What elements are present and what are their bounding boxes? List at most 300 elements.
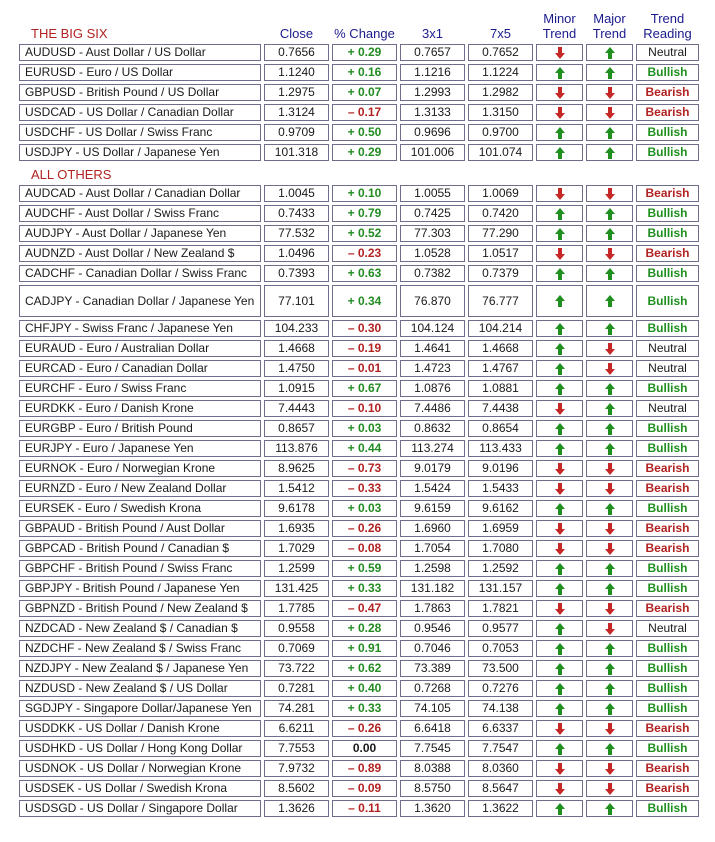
major-trend-cell (586, 185, 633, 202)
trend-reading: Bearish (636, 104, 699, 121)
minor-trend-cell (536, 340, 583, 357)
table-row[interactable] (19, 420, 699, 437)
arrow-up-icon (555, 423, 565, 435)
minor-trend-cell (536, 44, 583, 61)
percent-change: + 0.79 (332, 205, 397, 222)
percent-change: – 0.01 (332, 360, 397, 377)
pair-name: GBPCAD - British Pound / Canadian $ (19, 540, 261, 557)
arrow-up-icon (605, 67, 615, 79)
percent-change: + 0.29 (332, 144, 397, 161)
trend-reading: Bearish (636, 520, 699, 537)
arrow-up-icon (605, 323, 615, 335)
pair-name: GBPNZD - British Pound / New Zealand $ (19, 600, 261, 617)
pair-name: AUDCHF - Aust Dollar / Swiss Franc (19, 205, 261, 222)
table-row[interactable] (19, 340, 699, 357)
value-3x1: 9.0179 (400, 460, 465, 477)
arrow-up-icon (555, 703, 565, 715)
trend-reading: Bullish (636, 320, 699, 337)
table-row[interactable] (19, 480, 699, 497)
value-3x1: 7.7545 (400, 740, 465, 757)
value-7x5: 131.157 (468, 580, 533, 597)
close-value: 0.8657 (264, 420, 329, 437)
major-trend-cell (586, 660, 633, 677)
minor-trend-cell (536, 380, 583, 397)
close-value: 0.9558 (264, 620, 329, 637)
value-7x5: 0.7652 (468, 44, 533, 61)
pair-name: EURCHF - Euro / Swiss Franc (19, 380, 261, 397)
major-trend-cell (586, 64, 633, 81)
value-3x1: 0.9696 (400, 124, 465, 141)
minor-trend-cell (536, 285, 583, 317)
value-3x1: 1.4723 (400, 360, 465, 377)
table-row[interactable] (19, 440, 699, 457)
trend-reading: Bullish (636, 440, 699, 457)
close-value: 0.7281 (264, 680, 329, 697)
close-value: 1.2975 (264, 84, 329, 101)
pair-name: EURSEK - Euro / Swedish Krona (19, 500, 261, 517)
value-7x5: 1.5433 (468, 480, 533, 497)
minor-trend-cell (536, 640, 583, 657)
major-trend-cell (586, 800, 633, 817)
close-value: 1.1240 (264, 64, 329, 81)
minor-trend-cell (536, 520, 583, 537)
section-header-row (19, 164, 699, 182)
trend-reading: Neutral (636, 400, 699, 417)
minor-trend-cell (536, 400, 583, 417)
minor-trend-cell (536, 245, 583, 262)
table-row[interactable] (19, 104, 699, 121)
close-value: 0.7433 (264, 205, 329, 222)
major-trend-cell (586, 285, 633, 317)
table-row[interactable] (19, 740, 699, 757)
pair-name: GBPUSD - British Pound / US Dollar (19, 84, 261, 101)
major-trend-cell (586, 380, 633, 397)
arrow-up-icon (555, 563, 565, 575)
major-trend-cell (586, 84, 633, 101)
value-3x1: 0.8632 (400, 420, 465, 437)
table-row[interactable] (19, 660, 699, 677)
minor-trend-cell (536, 420, 583, 437)
arrow-up-icon (605, 583, 615, 595)
value-3x1: 1.0055 (400, 185, 465, 202)
trend-reading: Bullish (636, 265, 699, 282)
value-3x1: 73.389 (400, 660, 465, 677)
major-trend-cell (586, 620, 633, 637)
arrow-up-icon (605, 423, 615, 435)
arrow-down-icon (605, 763, 615, 775)
arrow-down-icon (605, 248, 615, 260)
value-7x5: 9.0196 (468, 460, 533, 477)
arrow-up-icon (555, 127, 565, 139)
arrow-down-icon (605, 523, 615, 535)
minor-trend-cell (536, 680, 583, 697)
percent-change: – 0.30 (332, 320, 397, 337)
percent-change: + 0.50 (332, 124, 397, 141)
arrow-down-icon (605, 603, 615, 615)
trend-reading: Bullish (636, 64, 699, 81)
table-row[interactable] (19, 760, 699, 777)
major-trend-cell (586, 560, 633, 577)
value-3x1: 0.7425 (400, 205, 465, 222)
value-7x5: 104.214 (468, 320, 533, 337)
arrow-down-icon (555, 107, 565, 119)
close-value: 1.0045 (264, 185, 329, 202)
trend-reading: Bearish (636, 480, 699, 497)
column-header-minor-trend-line-1: Minor (543, 11, 576, 26)
value-3x1: 1.2993 (400, 84, 465, 101)
arrow-down-icon (605, 543, 615, 555)
table-row[interactable] (19, 400, 699, 417)
value-3x1: 76.870 (400, 285, 465, 317)
pair-name: USDSGD - US Dollar / Singapore Dollar (19, 800, 261, 817)
pair-name: AUDUSD - Aust Dollar / US Dollar (19, 44, 261, 61)
arrow-up-icon (555, 363, 565, 375)
value-7x5: 76.777 (468, 285, 533, 317)
value-3x1: 6.6418 (400, 720, 465, 737)
value-7x5: 1.3150 (468, 104, 533, 121)
value-3x1: 1.1216 (400, 64, 465, 81)
value-7x5: 1.2592 (468, 560, 533, 577)
arrow-down-icon (605, 783, 615, 795)
close-value: 113.876 (264, 440, 329, 457)
arrow-down-icon (555, 483, 565, 495)
section-title: ALL OTHERS (31, 167, 112, 182)
major-trend-cell (586, 104, 633, 121)
percent-change: + 0.67 (332, 380, 397, 397)
percent-change: + 0.44 (332, 440, 397, 457)
value-7x5: 7.7547 (468, 740, 533, 757)
close-value: 0.7069 (264, 640, 329, 657)
value-7x5: 1.0069 (468, 185, 533, 202)
trend-reading: Bullish (636, 420, 699, 437)
arrow-down-icon (605, 723, 615, 735)
trend-reading: Bullish (636, 560, 699, 577)
table-row[interactable] (19, 640, 699, 657)
value-3x1: 0.7268 (400, 680, 465, 697)
table-row[interactable] (19, 580, 699, 597)
minor-trend-cell (536, 540, 583, 557)
close-value: 1.2599 (264, 560, 329, 577)
trend-reading: Bearish (636, 245, 699, 262)
close-value: 73.722 (264, 660, 329, 677)
table-row[interactable] (19, 144, 699, 161)
minor-trend-cell (536, 760, 583, 777)
table-row[interactable] (19, 205, 699, 222)
trend-reading: Bullish (636, 285, 699, 317)
table-row[interactable] (19, 245, 699, 262)
value-7x5: 0.8654 (468, 420, 533, 437)
arrow-up-icon (555, 643, 565, 655)
major-trend-cell (586, 400, 633, 417)
percent-change: + 0.07 (332, 84, 397, 101)
value-7x5: 0.7276 (468, 680, 533, 697)
minor-trend-cell (536, 600, 583, 617)
percent-change: + 0.91 (332, 640, 397, 657)
close-value: 104.233 (264, 320, 329, 337)
arrow-up-icon (605, 663, 615, 675)
arrow-down-icon (555, 763, 565, 775)
arrow-up-icon (605, 403, 615, 415)
close-value: 9.6178 (264, 500, 329, 517)
arrow-down-icon (555, 47, 565, 59)
arrow-down-icon (555, 188, 565, 200)
column-header-7x5: 7x5 (490, 26, 511, 41)
arrow-up-icon (555, 147, 565, 159)
table-row[interactable] (19, 44, 699, 61)
minor-trend-cell (536, 124, 583, 141)
trend-reading: Bullish (636, 580, 699, 597)
close-value: 0.7393 (264, 265, 329, 282)
table-row[interactable] (19, 460, 699, 477)
pair-name: USDHKD - US Dollar / Hong Kong Dollar (19, 740, 261, 757)
arrow-up-icon (605, 208, 615, 220)
trend-reading: Bearish (636, 720, 699, 737)
arrow-down-icon (605, 343, 615, 355)
value-7x5: 7.4438 (468, 400, 533, 417)
close-value: 1.0915 (264, 380, 329, 397)
major-trend-cell (586, 124, 633, 141)
table-row[interactable] (19, 185, 699, 202)
table-row[interactable] (19, 680, 699, 697)
major-trend-cell (586, 540, 633, 557)
column-header-minor-trend (536, 11, 583, 41)
table-row[interactable] (19, 780, 699, 797)
value-7x5: 73.500 (468, 660, 533, 677)
table-row[interactable] (19, 84, 699, 101)
pair-name: AUDJPY - Aust Dollar / Japanese Yen (19, 225, 261, 242)
arrow-down-icon (555, 248, 565, 260)
value-3x1: 0.7382 (400, 265, 465, 282)
pair-name: NZDJPY - New Zealand $ / Japanese Yen (19, 660, 261, 677)
arrow-down-icon (605, 87, 615, 99)
value-7x5: 0.7379 (468, 265, 533, 282)
minor-trend-cell (536, 460, 583, 477)
column-header-major-trend-line-2: Trend (592, 26, 627, 41)
column-header-trend-reading (636, 11, 699, 41)
major-trend-cell (586, 580, 633, 597)
table-row[interactable] (19, 225, 699, 242)
close-value: 1.5412 (264, 480, 329, 497)
major-trend-cell (586, 205, 633, 222)
trend-reading: Bearish (636, 760, 699, 777)
table-row[interactable] (19, 720, 699, 737)
arrow-down-icon (605, 363, 615, 375)
percent-change: – 0.47 (332, 600, 397, 617)
arrow-up-icon (605, 643, 615, 655)
column-header-trend-reading-line-1: Trend (650, 11, 685, 26)
trend-reading: Bullish (636, 205, 699, 222)
minor-trend-cell (536, 660, 583, 677)
arrow-down-icon (605, 623, 615, 635)
table-row[interactable] (19, 64, 699, 81)
arrow-up-icon (555, 343, 565, 355)
percent-change: + 0.16 (332, 64, 397, 81)
trend-reading: Bullish (636, 500, 699, 517)
pair-name: NZDCHF - New Zealand $ / Swiss Franc (19, 640, 261, 657)
value-3x1: 1.4641 (400, 340, 465, 357)
value-3x1: 1.3620 (400, 800, 465, 817)
percent-change: + 0.52 (332, 225, 397, 242)
pair-name: CHFJPY - Swiss Franc / Japanese Yen (19, 320, 261, 337)
percent-change: + 0.29 (332, 44, 397, 61)
arrow-up-icon (555, 743, 565, 755)
value-7x5: 9.6162 (468, 500, 533, 517)
minor-trend-cell (536, 740, 583, 757)
arrow-up-icon (555, 228, 565, 240)
arrow-up-icon (555, 208, 565, 220)
trend-reading: Bearish (636, 84, 699, 101)
major-trend-cell (586, 460, 633, 477)
value-3x1: 0.7657 (400, 44, 465, 61)
value-3x1: 131.182 (400, 580, 465, 597)
trend-reading: Bullish (636, 124, 699, 141)
trend-reading: Neutral (636, 360, 699, 377)
percent-change: – 0.19 (332, 340, 397, 357)
table-row[interactable] (19, 124, 699, 141)
minor-trend-cell (536, 64, 583, 81)
value-7x5: 1.4668 (468, 340, 533, 357)
value-3x1: 9.6159 (400, 500, 465, 517)
close-value: 74.281 (264, 700, 329, 717)
value-3x1: 1.0528 (400, 245, 465, 262)
pair-name: CADJPY - Canadian Dollar / Japanese Yen (19, 285, 261, 317)
arrow-up-icon (605, 268, 615, 280)
percent-change: + 0.28 (332, 620, 397, 637)
table-row[interactable] (19, 380, 699, 397)
arrow-up-icon (605, 703, 615, 715)
close-value: 6.6211 (264, 720, 329, 737)
arrow-up-icon (555, 383, 565, 395)
major-trend-cell (586, 320, 633, 337)
arrow-up-icon (555, 268, 565, 280)
arrow-up-icon (555, 663, 565, 675)
close-value: 1.3124 (264, 104, 329, 121)
minor-trend-cell (536, 265, 583, 282)
minor-trend-cell (536, 185, 583, 202)
major-trend-cell (586, 420, 633, 437)
value-3x1: 1.5424 (400, 480, 465, 497)
trend-reading: Bullish (636, 740, 699, 757)
arrow-down-icon (605, 188, 615, 200)
pair-name: NZDUSD - New Zealand $ / US Dollar (19, 680, 261, 697)
arrow-up-icon (555, 443, 565, 455)
column-header-major-trend (586, 11, 633, 41)
close-value: 1.6935 (264, 520, 329, 537)
trend-reading: Bearish (636, 600, 699, 617)
trend-reading: Bullish (636, 380, 699, 397)
value-3x1: 104.124 (400, 320, 465, 337)
minor-trend-cell (536, 225, 583, 242)
fx-trend-table (16, 8, 702, 820)
pair-name: EURNZD - Euro / New Zealand Dollar (19, 480, 261, 497)
percent-change: – 0.11 (332, 800, 397, 817)
minor-trend-cell (536, 320, 583, 337)
arrow-down-icon (555, 403, 565, 415)
value-3x1: 1.7863 (400, 600, 465, 617)
pair-name: USDSEK - US Dollar / Swedish Krona (19, 780, 261, 797)
major-trend-cell (586, 500, 633, 517)
value-7x5: 113.433 (468, 440, 533, 457)
table-row[interactable] (19, 600, 699, 617)
major-trend-cell (586, 680, 633, 697)
major-trend-cell (586, 640, 633, 657)
arrow-down-icon (555, 463, 565, 475)
table-row[interactable] (19, 285, 699, 317)
table-row[interactable] (19, 360, 699, 377)
arrow-up-icon (555, 503, 565, 515)
percent-change: – 0.17 (332, 104, 397, 121)
trend-reading: Bearish (636, 780, 699, 797)
value-3x1: 113.274 (400, 440, 465, 457)
major-trend-cell (586, 245, 633, 262)
value-7x5: 101.074 (468, 144, 533, 161)
close-value: 1.7029 (264, 540, 329, 557)
table-row[interactable] (19, 620, 699, 637)
arrow-down-icon (555, 523, 565, 535)
trend-reading: Bearish (636, 460, 699, 477)
value-7x5: 0.9700 (468, 124, 533, 141)
value-3x1: 101.006 (400, 144, 465, 161)
table-row[interactable] (19, 320, 699, 337)
value-7x5: 1.7080 (468, 540, 533, 557)
percent-change: + 0.33 (332, 700, 397, 717)
table-row[interactable] (19, 800, 699, 817)
pair-name: NZDCAD - New Zealand $ / Canadian $ (19, 620, 261, 637)
value-7x5: 6.6337 (468, 720, 533, 737)
value-3x1: 1.3133 (400, 104, 465, 121)
percent-change: – 0.26 (332, 720, 397, 737)
minor-trend-cell (536, 560, 583, 577)
arrow-down-icon (605, 463, 615, 475)
percent-change: + 0.62 (332, 660, 397, 677)
close-value: 1.7785 (264, 600, 329, 617)
value-3x1: 0.9546 (400, 620, 465, 637)
close-value: 77.532 (264, 225, 329, 242)
trend-reading: Bullish (636, 680, 699, 697)
percent-change: – 0.09 (332, 780, 397, 797)
value-7x5: 1.2982 (468, 84, 533, 101)
trend-reading: Bullish (636, 700, 699, 717)
value-3x1: 1.0876 (400, 380, 465, 397)
arrow-up-icon (555, 67, 565, 79)
arrow-down-icon (605, 107, 615, 119)
major-trend-cell (586, 340, 633, 357)
arrow-down-icon (555, 543, 565, 555)
percent-change: – 0.33 (332, 480, 397, 497)
table-row[interactable] (19, 560, 699, 577)
percent-change: – 0.10 (332, 400, 397, 417)
minor-trend-cell (536, 620, 583, 637)
close-value: 8.5602 (264, 780, 329, 797)
value-3x1: 7.4486 (400, 400, 465, 417)
pair-name: GBPJPY - British Pound / Japanese Yen (19, 580, 261, 597)
table-row[interactable] (19, 700, 699, 717)
table-row[interactable] (19, 500, 699, 517)
table-row[interactable] (19, 540, 699, 557)
pair-name: GBPCHF - British Pound / Swiss Franc (19, 560, 261, 577)
table-row[interactable] (19, 520, 699, 537)
pair-name: EURJPY - Euro / Japanese Yen (19, 440, 261, 457)
close-value: 7.9732 (264, 760, 329, 777)
major-trend-cell (586, 265, 633, 282)
major-trend-cell (586, 440, 633, 457)
major-trend-cell (586, 225, 633, 242)
minor-trend-cell (536, 700, 583, 717)
table-row[interactable] (19, 265, 699, 282)
arrow-down-icon (555, 723, 565, 735)
pair-name: AUDCAD - Aust Dollar / Canadian Dollar (19, 185, 261, 202)
major-trend-cell (586, 780, 633, 797)
